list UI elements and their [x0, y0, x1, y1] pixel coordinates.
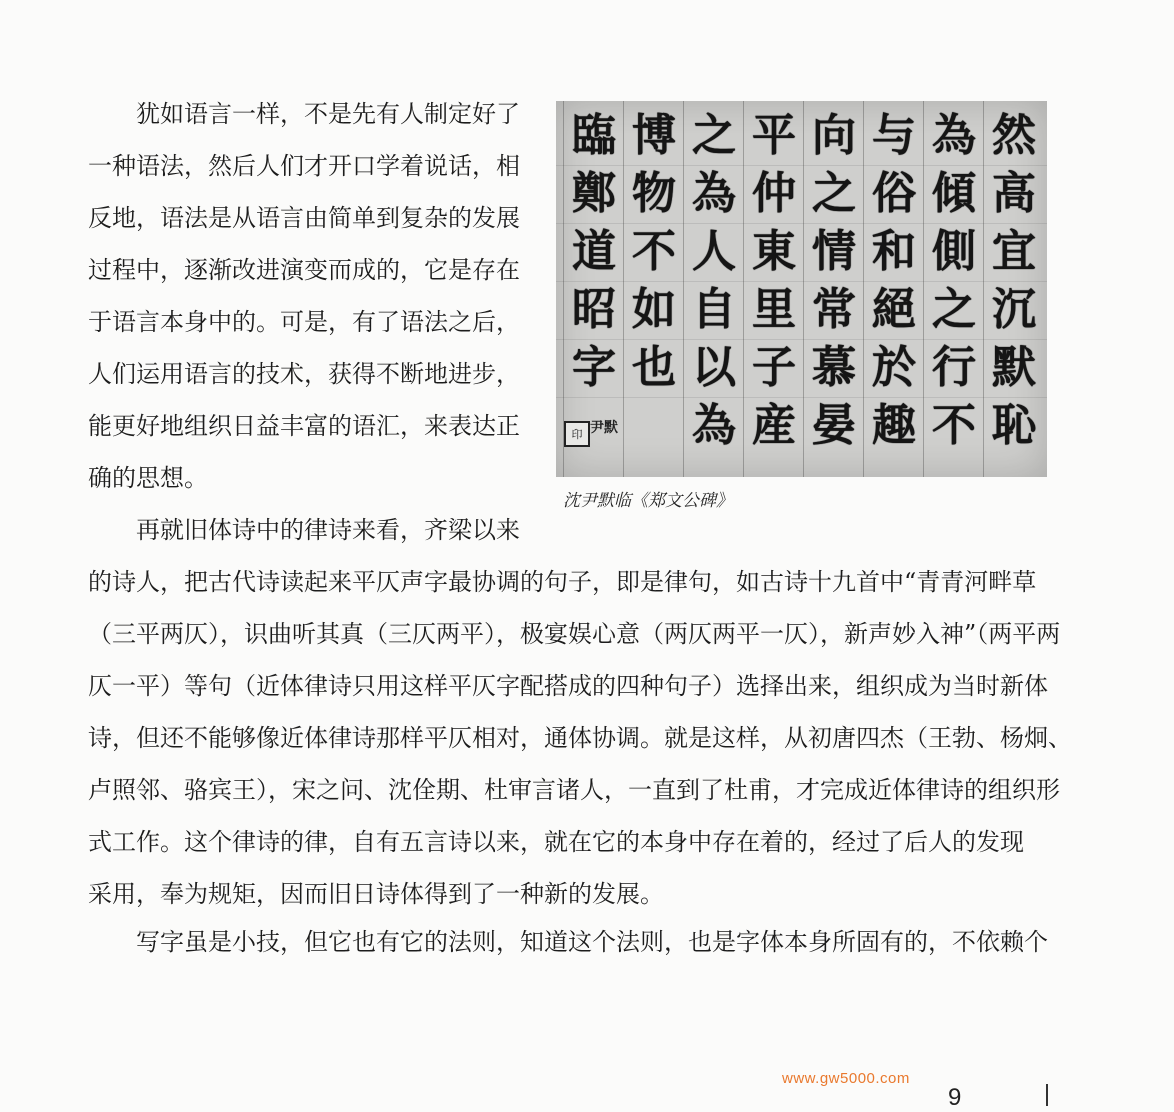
calligraphy-character: 鄭: [572, 168, 616, 219]
calligraphy-character: 仲: [752, 168, 796, 219]
calligraphy-character: 物: [632, 168, 676, 219]
calligraphy-character: 默: [992, 342, 1036, 393]
text-line: 再就旧体诗中的律诗来看，齐梁以来: [136, 516, 520, 544]
calligraphy-character: 晏: [812, 400, 856, 451]
text-line: 的诗人，把古代诗读起来平仄声字最协调的句子，即是律句，如古诗十九首中“青青河畔草: [88, 568, 1037, 596]
text-line: 犹如语言一样，不是先有人制定好了: [136, 100, 520, 128]
paragraph-regulated-verse: [88, 504, 1072, 920]
text-line: （三平两仄），识曲听其真（三仄两平），极宴娱心意（两仄两平一仄），新声妙入神”（两平两: [88, 620, 1061, 648]
paragraph-intro: [88, 88, 548, 504]
calligraphy-character: 沉: [992, 284, 1036, 335]
calligraphy-character: 子: [752, 342, 796, 393]
text-line: 仄一平）等句（近体律诗只用这样平仄字配搭成的四种句子）选择出来，组织成为当时新体: [88, 672, 1048, 700]
calligraphy-character: 如: [632, 284, 676, 335]
seal-stamp: 印: [564, 421, 590, 447]
calligraphy-character: 博: [632, 110, 676, 161]
column-rule: [923, 101, 924, 477]
calligraphy-character: 為: [932, 110, 976, 161]
row-rule: [556, 281, 1047, 282]
page-number: 9: [948, 1084, 962, 1111]
text-line: 确的思想。: [88, 464, 208, 492]
calligraphy-character: 不: [932, 400, 976, 451]
calligraphy-character: 於: [872, 342, 916, 393]
column-rule: [563, 101, 564, 477]
calligraphy-character: 為: [692, 168, 736, 219]
image-caption: 沈尹默临《郑文公碑》: [563, 491, 733, 511]
calligraphy-character: 行: [932, 342, 976, 393]
calligraphy-character: 也: [632, 342, 676, 393]
calligraphy-character: 之: [812, 168, 856, 219]
calligraphy-character: 恥: [992, 400, 1036, 451]
calligraphy-character: 里: [752, 284, 796, 335]
calligraphy-character: 宜: [992, 226, 1036, 277]
calligraphy-character: 平: [752, 110, 796, 161]
text-line: 一种语法，然后人们才开口学着说话，相: [88, 152, 520, 180]
text-line: 采用，奉为规矩，因而旧日诗体得到了一种新的发展。: [88, 880, 664, 908]
calligraphy-character: 為: [692, 400, 736, 451]
text-line: 人们运用语言的技术，获得不断地进步，: [88, 360, 520, 388]
column-rule: [983, 101, 984, 477]
text-line: 卢照邻、骆宾王），宋之问、沈佺期、杜审言诸人，一直到了杜甫，才完成近体律诗的组织形: [88, 776, 1060, 804]
calligraphy-character: 東: [752, 226, 796, 277]
calligraphy-column: [565, 107, 623, 397]
calligraphy-character: 趣: [872, 400, 916, 451]
calligraphy-character: 然: [992, 110, 1036, 161]
site-watermark: www.gw5000.com: [782, 1070, 910, 1087]
column-rule: [803, 101, 804, 477]
calligraphy-character: 不: [632, 226, 676, 277]
calligraphy-character: 情: [812, 226, 856, 277]
column-rule: [863, 101, 864, 477]
calligraphy-character: 産: [752, 400, 796, 451]
calligraphy-character: 之: [692, 110, 736, 161]
calligraphy-character: 与: [872, 110, 916, 161]
column-rule: [683, 101, 684, 477]
calligraphy-character: 臨: [572, 110, 616, 161]
calligraphy-character: 字: [572, 342, 616, 393]
page-edge-mark: [1046, 1084, 1048, 1106]
artist-signature: 尹默: [590, 420, 618, 436]
calligraphy-character: 以: [692, 342, 736, 393]
text-line: 能更好地组织日益丰富的语汇，来表达正: [88, 412, 520, 440]
text-line: 诗，但还不能够像近体律诗那样平仄相对，通体协调。就是这样，从初唐四杰（王勃、杨炯、: [88, 724, 1072, 752]
row-rule: [556, 397, 1047, 398]
text-line: 过程中，逐渐改进演变而成的，它是存在: [88, 256, 520, 284]
text-line: 写字虽是小技，但它也有它的法则，知道这个法则，也是字体本身所固有的，不依赖个: [136, 928, 1048, 956]
text-line: 式工作。这个律诗的律，自有五言诗以来，就在它的本身中存在着的，经过了后人的发现: [88, 828, 1024, 856]
calligraphy-character: 自: [692, 284, 736, 335]
calligraphy-column: [625, 107, 683, 397]
row-rule: [556, 165, 1047, 166]
calligraphy-character: 慕: [812, 342, 856, 393]
text-line: 反地，语法是从语言由简单到复杂的发展: [88, 204, 520, 232]
calligraphy-character: 道: [572, 226, 616, 277]
calligraphy-character: 和: [872, 226, 916, 277]
row-rule: [556, 223, 1047, 224]
calligraphy-character: 絕: [872, 284, 916, 335]
column-rule: [743, 101, 744, 477]
calligraphy-character: 之: [932, 284, 976, 335]
calligraphy-character: 昭: [572, 284, 616, 335]
calligraphy-plate-image: [556, 101, 1047, 477]
paragraph-calligraphy-rules: [88, 916, 1068, 968]
column-rule: [623, 101, 624, 477]
text-line: 于语言本身中的。可是，有了语法之后，: [88, 308, 520, 336]
calligraphy-character: 常: [812, 284, 856, 335]
calligraphy-character: 傾: [932, 168, 976, 219]
calligraphy-character: 人: [692, 226, 736, 277]
calligraphy-character: 俗: [872, 168, 916, 219]
calligraphy-character: 向: [812, 110, 856, 161]
calligraphy-character: 高: [992, 168, 1036, 219]
row-rule: [556, 339, 1047, 340]
calligraphy-character: 側: [932, 226, 976, 277]
